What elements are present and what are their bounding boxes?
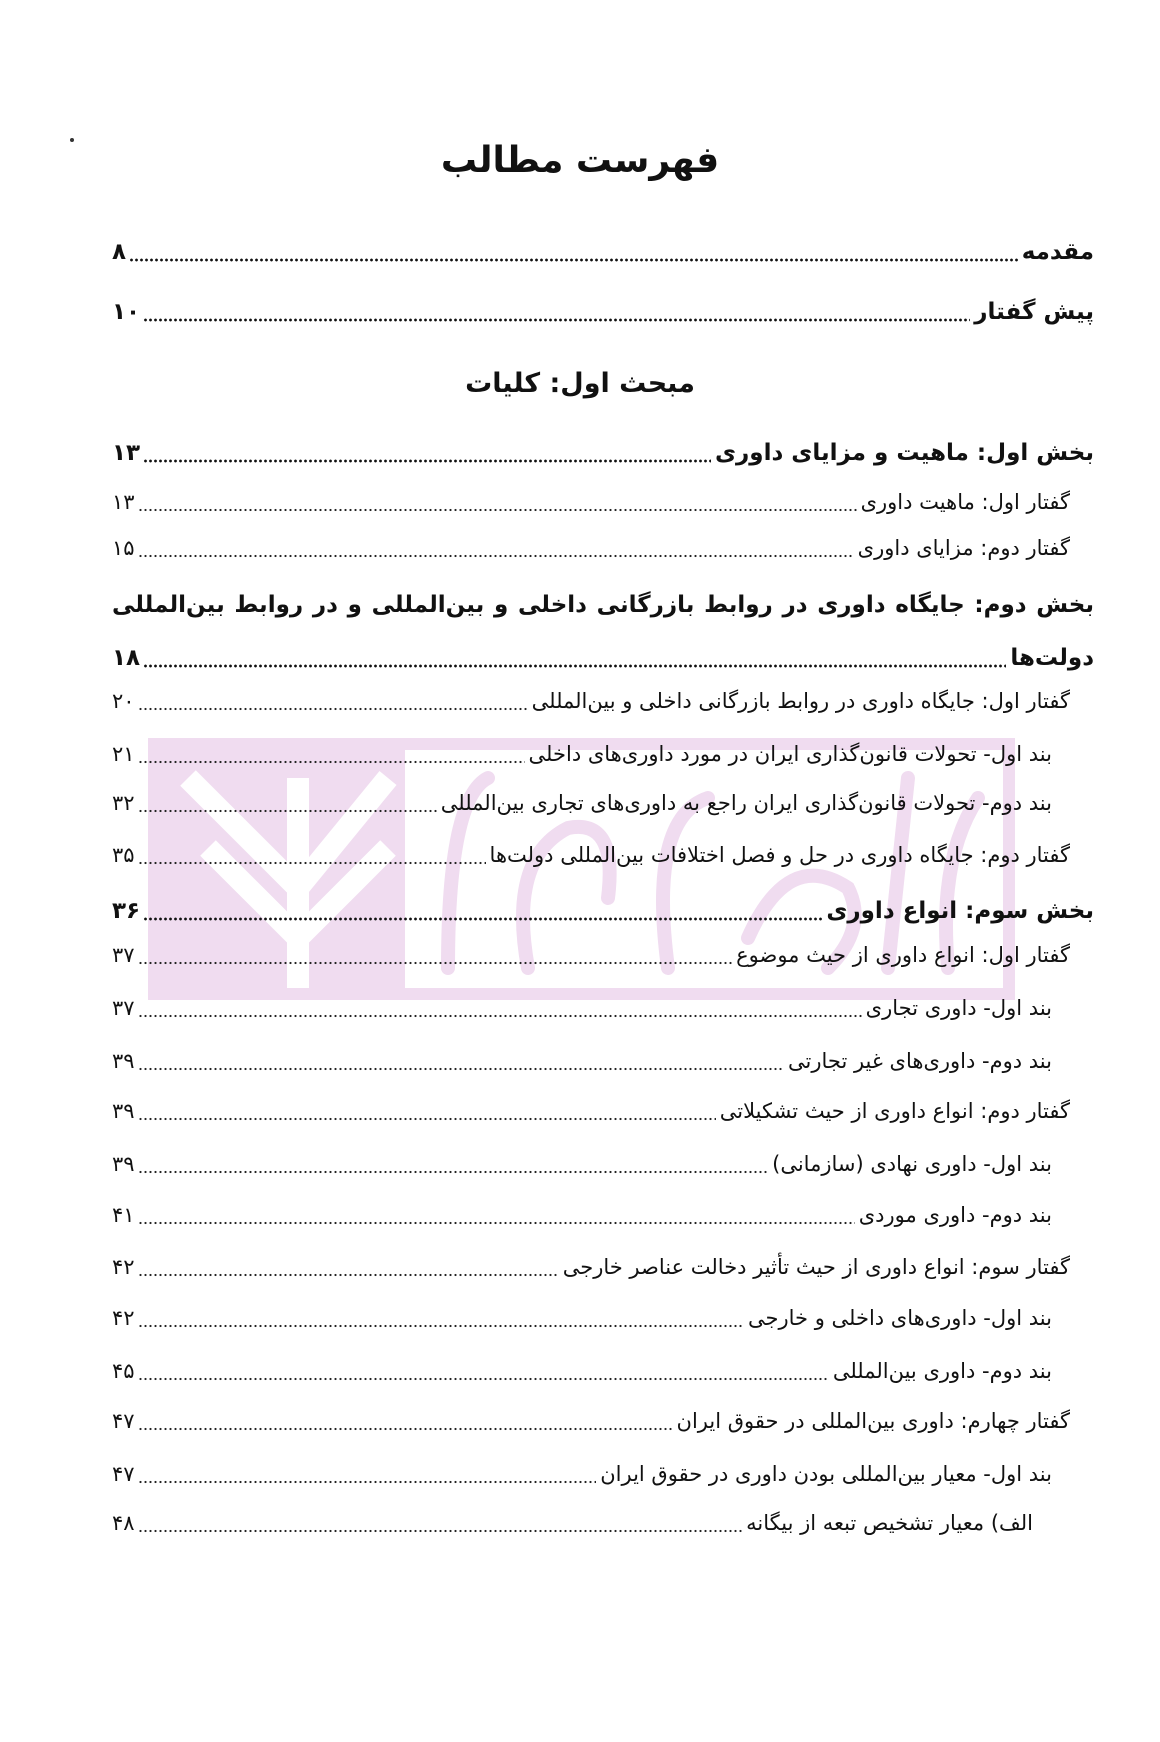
toc-entry-page: ۲۰ bbox=[112, 689, 135, 713]
toc-entry-page: ۴۸ bbox=[112, 1511, 135, 1535]
toc-entry-title: بند دوم- داوری موردی bbox=[858, 1203, 1052, 1227]
toc-entry-page: ۴۵ bbox=[112, 1359, 135, 1383]
toc-entry[interactable] bbox=[112, 1500, 1033, 1540]
toc-entry-title: بخش سوم: انواع داوری bbox=[826, 898, 1094, 924]
dot-leader bbox=[143, 888, 822, 922]
toc-entry-page: ۱۳ bbox=[112, 440, 141, 466]
toc-entry-page: ۳۹ bbox=[112, 1152, 135, 1176]
toc-entry-page: ۸ bbox=[112, 239, 127, 265]
toc-entry[interactable] bbox=[112, 1398, 1070, 1438]
toc-entry-title: گفتار چهارم: داوری بین‌المللی در حقوق ایران bbox=[676, 1409, 1070, 1433]
toc-entry[interactable] bbox=[112, 1192, 1052, 1232]
toc-entry-page: ۳۵ bbox=[112, 843, 135, 867]
toc-entry-page: ۳۹ bbox=[112, 1099, 135, 1123]
toc-entry[interactable] bbox=[112, 1451, 1052, 1491]
toc-entry-title: گفتار اول: جایگاه داوری در روابط بازرگانی داخلی و بین‌المللی bbox=[531, 689, 1070, 713]
dot-leader bbox=[138, 731, 525, 765]
toc-entry[interactable] bbox=[112, 1088, 1070, 1128]
toc-entry-page: ۴۷ bbox=[112, 1409, 135, 1433]
dot-leader bbox=[138, 932, 733, 966]
toc-entry[interactable] bbox=[112, 525, 1070, 565]
dot-leader bbox=[143, 430, 711, 464]
dot-leader bbox=[138, 678, 528, 712]
toc-entry-title: بند اول- داوری تجاری bbox=[865, 996, 1052, 1020]
toc-entry[interactable] bbox=[112, 832, 1070, 872]
toc-entry-title: گفتار دوم: جایگاه داوری در حل و فصل اختلافات بین‌المللی دولت‌ها bbox=[489, 843, 1070, 867]
toc-entry-title: بند دوم- داوری بین‌المللی bbox=[832, 1359, 1052, 1383]
toc-entry[interactable] bbox=[112, 731, 1052, 771]
dot-leader bbox=[138, 1038, 784, 1072]
toc-entry-page: ۳۲ bbox=[112, 791, 135, 815]
dot-leader bbox=[138, 985, 862, 1019]
toc-entry-page: ۳۶ bbox=[112, 898, 141, 924]
toc-entry[interactable] bbox=[112, 780, 1052, 820]
toc-entry-title-line1: بخش دوم: جایگاه داوری در روابط بازرگانی داخلی و بین‌المللی و در روابط بین‌المللی bbox=[112, 592, 1094, 618]
toc-entry-title: بند اول- داوری‌های داخلی و خارجی bbox=[748, 1306, 1052, 1330]
dot-leader bbox=[138, 1500, 743, 1534]
toc-entry-title: گفتار اول: انواع داوری از حیث موضوع bbox=[736, 943, 1070, 967]
dot-leader bbox=[143, 635, 1006, 669]
dot-leader bbox=[138, 525, 854, 559]
toc-entry[interactable] bbox=[112, 430, 1094, 470]
dot-leader bbox=[138, 1295, 744, 1329]
toc-entry-title: پیش گفتار bbox=[974, 299, 1094, 325]
toc-entry-page: ۴۲ bbox=[112, 1306, 135, 1330]
toc-entry-page: ۱۳ bbox=[112, 490, 135, 514]
toc-entry[interactable] bbox=[112, 229, 1094, 269]
dot-leader bbox=[129, 229, 1018, 263]
toc-entry[interactable] bbox=[112, 1295, 1052, 1335]
toc-entry-title: بند دوم- داوری‌های غیر تجارتی bbox=[788, 1049, 1052, 1073]
dot-leader bbox=[138, 479, 857, 513]
toc-entry[interactable] bbox=[112, 1038, 1052, 1078]
toc-entry-title: بند اول- داوری نهادی (سازمانی) bbox=[772, 1152, 1052, 1176]
toc-entry-page: ۳۹ bbox=[112, 1049, 135, 1073]
toc-entry[interactable] bbox=[112, 1348, 1052, 1388]
toc-entry-page: ۴۷ bbox=[112, 1462, 135, 1486]
toc-entry-page: ۳۷ bbox=[112, 943, 135, 967]
toc-entry[interactable] bbox=[112, 888, 1094, 928]
dot-leader bbox=[143, 289, 970, 323]
toc-entry[interactable] bbox=[112, 289, 1094, 329]
dot-leader bbox=[138, 1451, 597, 1485]
toc-entry-title: گفتار اول: ماهیت داوری bbox=[860, 490, 1070, 514]
toc-entry-page: ۱۸ bbox=[112, 645, 141, 671]
toc-entry-page: ۱۵ bbox=[112, 536, 135, 560]
toc-entry-title: گفتار دوم: انواع داوری از حیث تشکیلاتی bbox=[719, 1099, 1070, 1123]
dot-leader bbox=[138, 1244, 559, 1278]
toc-entry-title: بند دوم- تحولات قانون‌گذاری ایران راجع به داوری‌های تجاری بین‌المللی bbox=[440, 791, 1052, 815]
toc-entry-title: بند اول- تحولات قانون‌گذاری ایران در مورد داوری‌های داخلی bbox=[528, 742, 1052, 766]
toc-entry[interactable] bbox=[112, 1141, 1052, 1181]
page-title: فهرست مطالب bbox=[440, 140, 720, 181]
toc-entry-title: مقدمه bbox=[1021, 239, 1094, 265]
dot-leader bbox=[138, 832, 486, 866]
dot-leader bbox=[138, 1192, 855, 1226]
toc-entry-page: ۲۱ bbox=[112, 742, 135, 766]
toc-entry-page: ۳۷ bbox=[112, 996, 135, 1020]
toc-entry-title: گفتار سوم: انواع داوری از حیث تأثیر دخالت عناصر خارجی bbox=[562, 1255, 1070, 1279]
toc-entry[interactable] bbox=[112, 479, 1070, 519]
toc-entry[interactable] bbox=[112, 985, 1052, 1025]
toc-entry[interactable] bbox=[112, 678, 1070, 718]
dot-leader bbox=[138, 1398, 673, 1432]
dot-leader bbox=[138, 780, 437, 814]
toc-entry[interactable] bbox=[112, 635, 1094, 675]
dot-leader bbox=[138, 1348, 829, 1382]
dot-leader bbox=[138, 1141, 769, 1175]
toc-entry-title: بخش اول: ماهیت و مزایای داوری bbox=[714, 440, 1094, 466]
toc-entry-page: ۱۰ bbox=[112, 299, 141, 325]
toc-entry-title: دولت‌ها bbox=[1010, 645, 1094, 671]
toc-entry-page: ۴۱ bbox=[112, 1203, 135, 1227]
section-heading: مبحث اول: کلیات bbox=[465, 368, 695, 399]
toc-entry[interactable] bbox=[112, 932, 1070, 972]
dot-leader bbox=[138, 1088, 716, 1122]
toc-entry[interactable] bbox=[112, 1244, 1070, 1284]
toc-entry-page: ۴۲ bbox=[112, 1255, 135, 1279]
toc-entry-title: الف) معیار تشخیص تبعه از بیگانه bbox=[746, 1511, 1033, 1535]
toc-entry-title: گفتار دوم: مزایای داوری bbox=[857, 536, 1070, 560]
toc-entry-title: بند اول- معیار بین‌المللی بودن داوری در حقوق ایران bbox=[600, 1462, 1052, 1486]
